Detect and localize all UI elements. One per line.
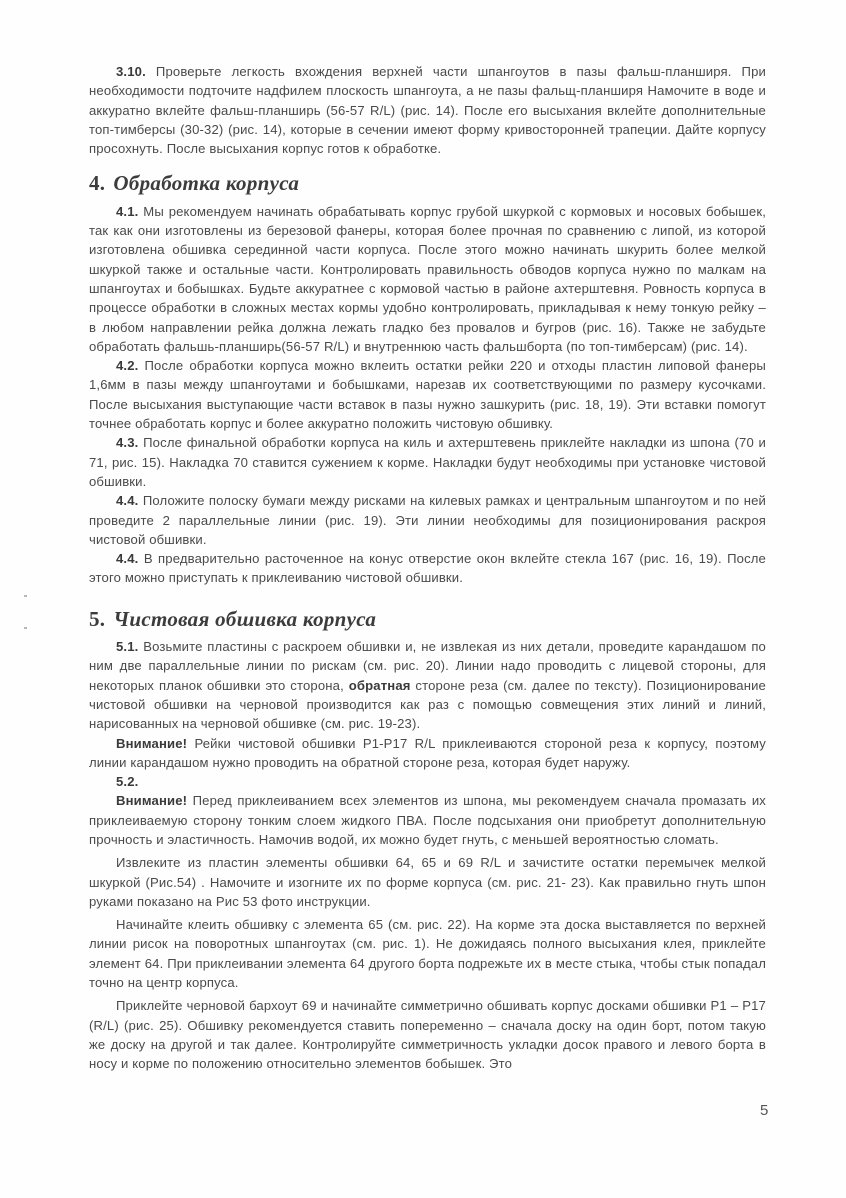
section-heading-5 — [89, 606, 766, 631]
clause-text: Возьмите пластины с раскроем обшивки и, не извлекая из них детали, проведите карандашом по ним две параллельные линии по рискам (см. рис. 20). Линии надо проводить с лицевой стороны, для некоторых планок обшивки это сторона, — [89, 639, 766, 693]
section-number: 4. — [89, 171, 106, 196]
section-number: 5. — [89, 606, 106, 631]
clause-number: 4.1. — [116, 203, 139, 219]
warning-text: Рейки чистовой обшивки Р1-Р17 R/L приклеиваются стороной реза к корпусу, поэтому линии карандашом нужно проводить на обратной стороне реза, которая будет наружу. — [89, 735, 766, 770]
clause-text: Мы рекомендуем начинать обрабатывать корпус грубой шкуркой с кормовых и носовых бобышек, так как они изготовлены из березовой фанеры, которая более прочная по сравнению с липой, из которой изготовлена обшивка серединной части корпуса. После этого можно начинать шкурить более мелкой шкуркой также и остальные части. Контролировать правильность обводов корпуса нужно по малкам на шпангоутах и бобышках. Будьте аккуратнее с кормовой частью в районе ахтерштевня. Ровность корпуса в процессе обработки в сложных местах кормы удобно контролировать, прикладывая к нему тонкую рейку – в любом направлении рейка должна лежать гладко без провалов и бугров (рис. 16). Также не забудьте обработать фальшь-планширь(56-57 R/L) и внутреннюю часть фальшборта (по топ-тимберсам) (рис. 14). — [89, 203, 766, 354]
paragraph-extract-elements: Извлеките из пластин элементы обшивки 64, 65 и 69 R/L и зачистите остатки перемычек мелкой шкуркой (Рис.54) . Намочите и изогните их по форме корпуса (см. рис. 21- 23). Как правильно гнуть шпон руками показано на Рис 53 фото инструкции. — [89, 855, 766, 909]
clause-number: 5.2. — [116, 774, 139, 790]
paragraph-3-10 — [89, 62, 766, 158]
paragraph-start-gluing: Начинайте клеить обшивку с элемента 65 (см. рис. 22). На корме эта доска выставляется по верхней линии рисок на поворотных шпангоутах (см. рис. 1). Не дожидаясь полного высыхания клея, приклейте элемент 64. При приклеивании элемента 64 другого борта подрежьте их в месте стыка, чтобы стык попадал точно на центр корпуса. — [89, 917, 766, 991]
paragraph-4-4b — [89, 549, 766, 588]
warning-paragraph — [89, 791, 766, 849]
clause-number: 4.2. — [116, 358, 139, 374]
warning-text: Перед приклеиванием всех элементов из шпона, мы рекомендуем сначала промазать их приклеиваемую сторону тонким слоем жидкого ПВА. После подсыхания они приобретут дополнительную прочность и эластичность. Намочив водой, их можно будет гнуть, с меньшей вероятностью сломать. — [89, 793, 766, 847]
paragraph-4-2 — [89, 356, 766, 433]
paragraph-4-4a — [89, 491, 766, 549]
paragraph-4-3 — [89, 433, 766, 491]
clause-text: После финальной обработки корпуса на киль и ахтерштевень приклейте накладки из шпона (70 и 71, рис. 15). Накладка 70 ставится сужением к корме. Накладки будут необходимы при установке чистовой обшивки. — [89, 435, 767, 489]
section-title: Чистовая обшивка корпуса — [113, 606, 377, 631]
warning-paragraph — [89, 734, 766, 773]
clause-number: 4.4. — [116, 493, 139, 509]
clause-text: После обработки корпуса можно вклеить остатки рейки 220 и отходы пластин липовой фанеры 1,6мм в пазы между шпангоутами и бобышками, нарезав их соответствующими по размеру кусочками. После высыхания выступающие части вставок в пазы нужно зашкурить (рис. 18, 19). Эти вставки помогут точнее обработать корпус и более аккуратно положить чистовую обшивку. — [89, 358, 766, 432]
page-number: 5 — [760, 1102, 769, 1119]
paragraph-5-1 — [89, 637, 766, 733]
paragraph-glue-wale: Приклейте черновой бархоут 69 и начинайте симметрично обшивать корпус досками обшивки Р1 – Р17 (R/L) (рис. 25). Обшивку рекомендуется ставить попеременно – сначала доску на один борт, потом такую же доску на другой и так далее. Контролируйте симметричность укладки досок правого и левого борта в носу и корме по положению относительно элементов бобышек. Это — [89, 998, 766, 1072]
scan-margin-mark — [24, 595, 27, 597]
section-title: Обработка корпуса — [113, 171, 300, 196]
clause-text: Проверьте легкость вхождения верхней части шпангоутов в пазы фальш-планширя. При необходимости подточите надфилем плоскость шпангоута, а не пазы фальщ-планширя Намочите в воде и аккуратно вклейте фальш-планширь (56-57 R/L) (рис. 14). После его высыхания вклейте дополнительные топ-тимберсы (30-32) (рис. 14), которые в сечении имеют форму кривосторонней трапеции. Дайте корпусу просохнуть. После высыхания корпус готов к обработке. — [89, 64, 767, 157]
clause-text: стороне реза (см. далее по тексту). Позиционирование чистовой обшивки на черновой производится как раз с помощью совмещения этих линий и линий, нарисованных на черновой обшивке (см. рис. 19-23). — [89, 677, 766, 732]
emphasis-text: обратная — [348, 677, 411, 693]
clause-number: 4.3. — [116, 435, 139, 451]
clause-number: 3.10. — [116, 64, 146, 79]
warning-label: Внимание! — [116, 735, 188, 751]
scan-margin-mark — [24, 627, 27, 629]
paragraph-4-1 — [89, 202, 766, 356]
warning-label: Внимание! — [116, 793, 188, 809]
clause-text: В предварительно расточенное на конус отверстие окон вклейте стекла 167 (рис. 16, 19). После этого можно приступать к приклеиванию чистовой обшивки. — [89, 551, 766, 586]
paragraph-5-2 — [89, 772, 766, 791]
page-content — [89, 62, 766, 1074]
clause-text: Положите полоску бумаги между рисками на килевых рамках и центральным шпангоутом и по ней проведите 2 параллельные линии (рис. 19). Эти линии необходимы для позиционирования раскроя чистовой обшивки. — [89, 493, 766, 547]
section-heading-4 — [89, 171, 766, 196]
clause-number: 4.4. — [116, 551, 139, 567]
clause-number: 5.1. — [116, 639, 139, 655]
